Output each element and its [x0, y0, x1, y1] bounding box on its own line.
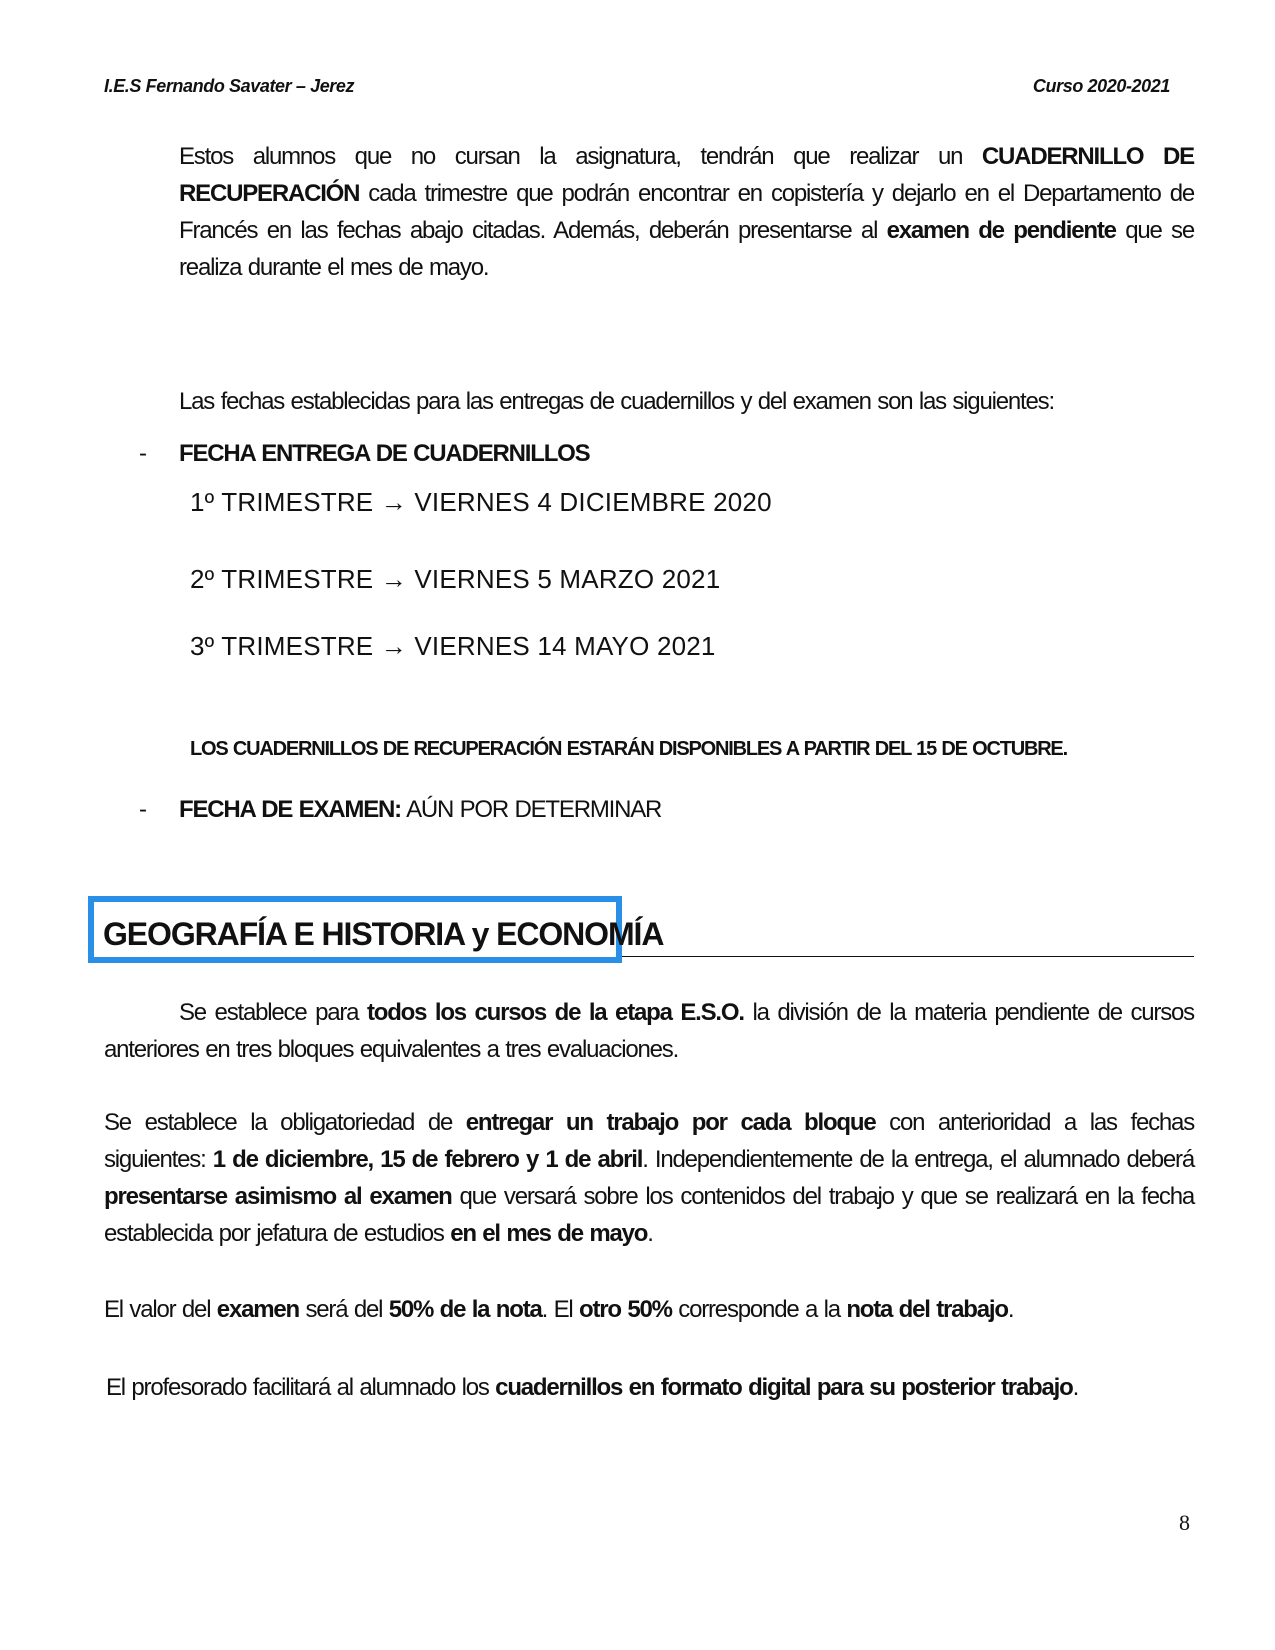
text-run: El valor del — [104, 1296, 217, 1323]
text-run: Se establece para — [179, 999, 367, 1026]
text-run: . Independientemente de la entrega, el alumnado deberá — [642, 1146, 1195, 1173]
text-run: . — [647, 1220, 653, 1247]
bullet-dash: - — [139, 796, 147, 823]
exam-label: FECHA DE EXAMEN: — [179, 796, 401, 823]
geography-paragraph-1 — [104, 994, 1194, 1068]
bold-run: cuadernillos en formato digital para su posterior trabajo — [495, 1374, 1073, 1401]
text-run: que se realiza durante el mes de mayo. — [179, 217, 1194, 281]
geography-paragraph-2 — [104, 1104, 1194, 1252]
geography-paragraph-4 — [106, 1374, 1078, 1402]
text-run: El profesorado facilitará al alumnado los — [106, 1374, 496, 1401]
bold-run: CUADERNILLO DE RECUPERACIÓN — [179, 143, 1194, 207]
text-run: que versará sobre los contenidos del trabajo y que se realizará en la fecha establecida por jefatura de estudios — [104, 1183, 1194, 1247]
availability-note: LOS CUADERNILLOS DE RECUPERACIÓN ESTARÁN DISPONIBLES A PARTIR DEL 15 DE OCTUBRE. — [190, 738, 1067, 760]
trimester-3: 3º TRIMESTRE → VIERNES 14 MAYO 2021 — [190, 631, 716, 661]
bold-run: otro 50% — [579, 1296, 672, 1323]
geography-paragraph-3 — [104, 1296, 1013, 1324]
text-run: . El — [541, 1296, 580, 1323]
french-paragraph — [179, 138, 1194, 286]
header-school: I.E.S Fernando Savater – Jerez — [104, 76, 355, 96]
bold-run: en el mes de mayo — [450, 1220, 648, 1247]
bold-run: entregar un trabajo por cada bloque — [465, 1109, 876, 1136]
text-run: corresponde a la — [671, 1296, 847, 1323]
section-rule — [622, 956, 1194, 957]
header-course: Curso 2020-2021 — [1032, 76, 1170, 96]
text-run: con anterioridad a las fechas siguientes: — [104, 1109, 1195, 1173]
delivery-label: FECHA ENTREGA DE CUADERNILLOS — [179, 440, 590, 467]
bold-run: examen — [216, 1296, 299, 1323]
page-number: 8 — [1179, 1510, 1190, 1535]
section-title: GEOGRAFÍA E HISTORIA y ECONOMÍA — [103, 916, 664, 952]
trimester-1: 1º TRIMESTRE → VIERNES 4 DICIEMBRE 2020 — [190, 487, 772, 517]
bold-run: todos los cursos de la etapa E.S.O. — [366, 999, 744, 1026]
text-run: cada trimestre que podrán encontrar en copistería y dejarlo en el Departamento de Francés en las fechas abajo citadas. Además, deberán presentarse al — [179, 180, 1194, 244]
bold-run: examen de pendiente — [886, 217, 1116, 244]
text-run: . — [1072, 1374, 1079, 1401]
text-run: Se establece la obligatoriedad de — [104, 1109, 466, 1136]
exam-date — [179, 796, 661, 824]
trimester-2: 2º TRIMESTRE → VIERNES 5 MARZO 2021 — [190, 564, 721, 594]
text-run: será del — [299, 1296, 389, 1323]
bold-run: 50% de la nota — [388, 1296, 542, 1323]
bold-run: 1 de diciembre, 15 de febrero y 1 de abril — [212, 1146, 643, 1173]
bullet-dash: - — [139, 440, 147, 467]
text-run: . — [1007, 1296, 1014, 1323]
text-run: Estos alumnos que no cursan la asignatura, tendrán que realizar un — [179, 143, 982, 170]
exam-value: AÚN POR DETERMINAR — [400, 796, 662, 823]
text-run: la división de la materia pendiente de cursos anteriores en tres bloques equivalentes a tres evaluaciones. — [104, 999, 1194, 1063]
bold-run: presentarse asimismo al examen — [104, 1183, 452, 1210]
dates-intro: Las fechas establecidas para las entregas de cuadernillos y del examen son las siguientes: — [179, 388, 1054, 415]
bold-run: nota del trabajo — [846, 1296, 1008, 1323]
